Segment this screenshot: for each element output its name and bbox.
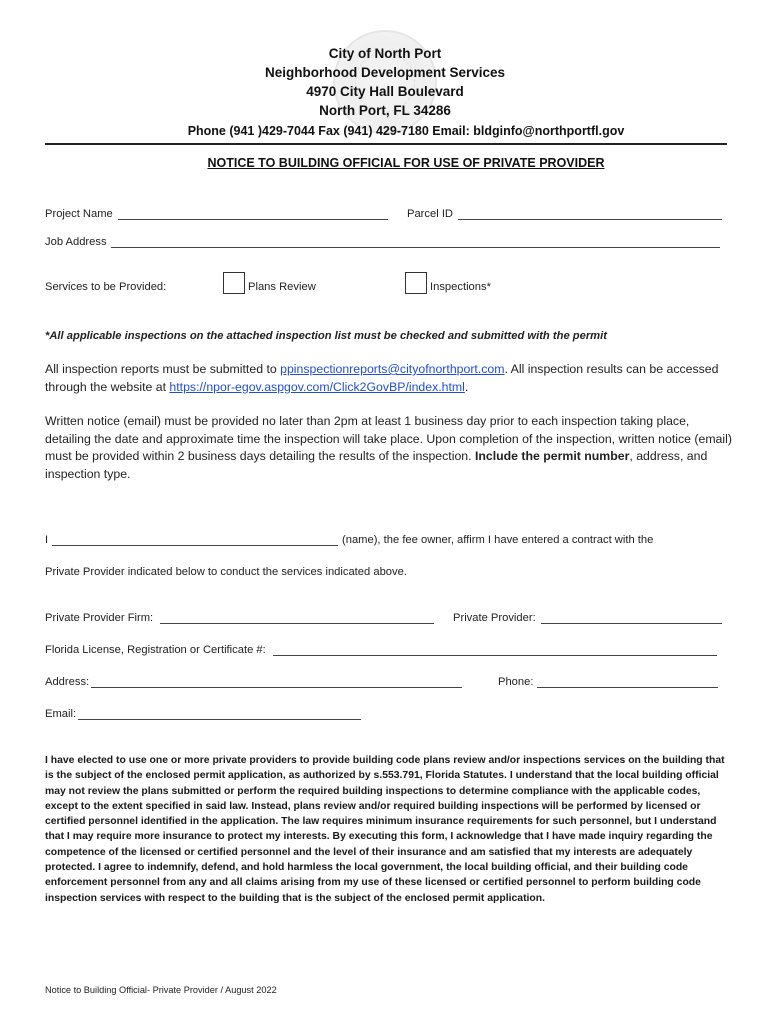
services-label: Services to be Provided: <box>45 281 167 293</box>
page-footer: Notice to Building Official- Private Provider / August 2022 <box>45 985 277 995</box>
city-name: City of North Port <box>328 46 442 61</box>
project-name-field[interactable] <box>118 208 388 220</box>
legal-acknowledgement: I have elected to use one or more private providers to provide building code plans review and/or inspections services on the building that is the subject of the enclosed permit application, as authorized by s.553.791, Florida Statutes. I understand that the local building official may not review the plans submitted or perform the required building inspections to determine compliance with the applicable codes, except to the extent specified in said law. Instead, plans review and/or required building inspections will be performed by licensed or certified personnel identified in the application. The law requires minimum insurance requirements for such personnel, but I understand that I may require more insurance to protect my interests. By executing this form, I acknowledge that I have made inquiry regarding the competence of the licensed or certified personnel and the level of their insurance and am satisfied that my interests are adequately protected. I agree to indemnify, defend, and hold harmless the local government, the local building official, and their building code enforcement personnel from any and all claims arising from my use of these licensed or certified personnel to perform building code inspection services with respect to the building that is the subject of the enclosed permit application. <box>45 755 725 904</box>
plans-review-checkbox[interactable] <box>223 272 245 294</box>
letterhead <box>0 44 770 120</box>
provider-address-label: Address: <box>45 676 90 688</box>
license-field[interactable] <box>273 644 717 656</box>
private-provider-field[interactable] <box>541 612 722 624</box>
provider-phone-field[interactable] <box>537 676 718 688</box>
reports-text-2: . All inspection results can be accessed through the website at <box>45 362 719 394</box>
provider-email-label: Email: <box>45 708 77 720</box>
private-provider-label: Private Provider: <box>453 612 536 624</box>
inspection-reports-paragraph <box>45 361 735 396</box>
provider-firm-field[interactable] <box>160 612 434 624</box>
plans-review-label: Plans Review <box>248 281 316 293</box>
parcel-id-label: Parcel ID <box>407 208 454 220</box>
owner-name-field[interactable] <box>52 534 338 546</box>
affirm-line-2: Private Provider indicated below to conduct the services indicated above. <box>45 566 407 578</box>
written-notice-paragraph <box>45 413 735 483</box>
notice-text-1: Written notice (email) must be provided no later than 2pm at least 1 business day prior to each inspection taking place, detailing the date and approximate time the inspection will take place. Upon completion of the inspection, written notice (email) must be provided within 2 business days detailing the results of the inspection. <box>45 414 732 463</box>
reports-email-link[interactable]: ppinspectionreports@cityofnorthport.com <box>280 362 505 376</box>
form-title: NOTICE TO BUILDING OFFICIAL FOR USE OF PRIVATE PROVIDER <box>207 156 605 170</box>
inspections-checkbox[interactable] <box>405 272 427 294</box>
inspection-list-note: *All applicable inspections on the attached inspection list must be checked and submitted with the permit <box>45 330 607 342</box>
provider-phone-label: Phone: <box>498 676 534 688</box>
notice-text-2: , address, and inspection type. <box>45 449 708 481</box>
city-state-zip: North Port, FL 34286 <box>319 103 451 118</box>
notice-bold-permit: Include the permit number <box>474 449 630 463</box>
street-address: 4970 City Hall Boulevard <box>306 84 464 99</box>
contact-info: Phone (941 )429-7044 Fax (941) 429-7180 Email: bldginfo@northportfl.gov <box>187 124 625 138</box>
reports-text-3: . <box>464 379 469 394</box>
click2gov-link[interactable]: https://npor-egov.aspgov.com/Click2GovBP/index.html <box>169 379 465 394</box>
job-address-label: Job Address <box>45 236 107 248</box>
department-name: Neighborhood Development Services <box>264 65 506 80</box>
job-address-field[interactable] <box>111 236 720 248</box>
provider-firm-label: Private Provider Firm: <box>45 612 154 624</box>
provider-email-field[interactable] <box>78 708 361 720</box>
parcel-id-field[interactable] <box>458 208 722 220</box>
license-label: Florida License, Registration or Certificate #: <box>45 644 266 656</box>
reports-text-1: All inspection reports must be submitted to <box>45 362 281 376</box>
affirm-prefix: I <box>45 534 49 546</box>
header-divider <box>45 143 727 145</box>
provider-address-field[interactable] <box>91 676 462 688</box>
project-name-label: Project Name <box>45 208 113 220</box>
inspections-label: Inspections* <box>430 281 491 293</box>
affirm-suffix: (name), the fee owner, affirm I have entered a contract with the <box>342 534 654 546</box>
